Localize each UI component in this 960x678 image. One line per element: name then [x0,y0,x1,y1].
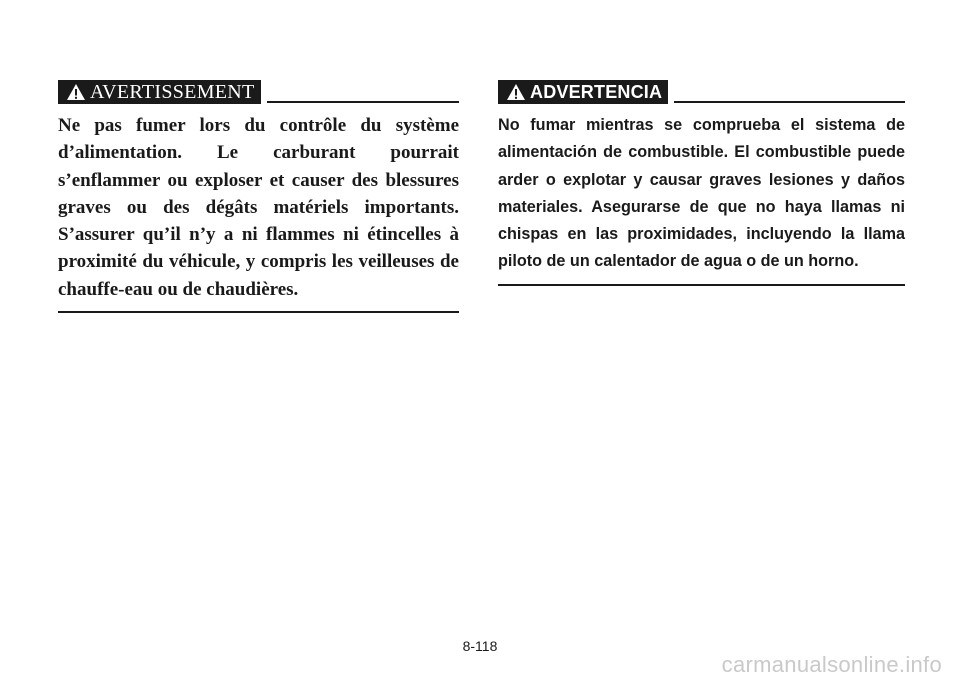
warning-header-spanish [498,76,905,104]
warning-header-french [58,76,459,104]
warning-heading-spanish: ADVERTENCIA [530,81,663,102]
warning-section-french [58,76,459,313]
header-rule [267,101,459,103]
warning-triangle-icon [506,83,526,101]
header-rule [674,101,905,103]
warning-badge-spanish [498,80,668,104]
warning-section-spanish [498,76,905,286]
warning-text-french: Ne pas fumer lors du contrôle du système d’alimentation. Le carburant pourrait s’enflammer ou exploser et causer des blessures graves ou des dégâts matériels importants. S’assurer qu’il n’y a ni flammes ni étincelles à proximité du véhicule, y compris les veilleuses de chauffe-eau ou de chaudières. [58,115,459,300]
section-end-rule [498,284,905,286]
warning-text-spanish: No fumar mientras se comprueba el sistema de alimentación de combustible. El combustible puede arder o explotar y causar graves lesiones y daños materiales. Asegurarse de que no haya llamas ni chispas en las proximidades, incluyendo la llama piloto de un calentador de agua o de un horno. [498,116,905,271]
page-number: 8-118 [462,638,498,654]
warning-heading-french: AVERTISSEMENT [90,80,255,103]
warning-badge-french [58,80,261,104]
section-end-rule [58,311,459,313]
warning-triangle-icon [66,83,86,101]
watermark: carmanualsonline.info [721,652,942,677]
